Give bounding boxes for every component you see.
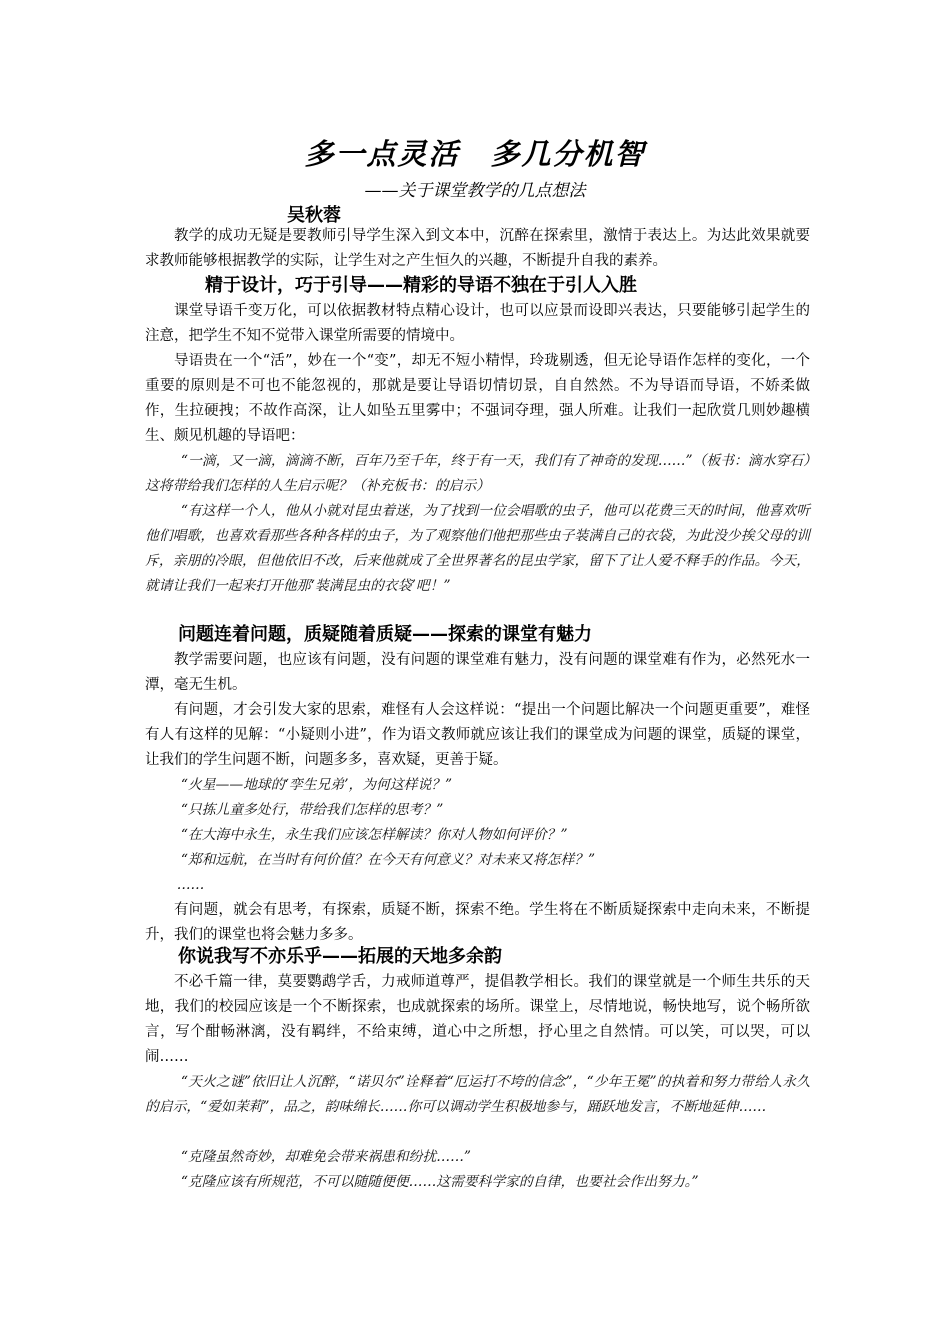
section-1-quote-2: “有这样一个人，他从小就对昆虫着迷，为了找到一位会唱歌的虫子，他可以花费三天的时间，他喜欢听他们唱歌，也喜欢看那些各种各样的虫子，为了观察他们他把那些虫子装满自己的衣袋，为此没少挨父母的训斥，亲朋的冷眼，但他依旧不改，后来他就成了全世界著名的昆虫学家，留下了让人爱不释手的作品。今天，就请让我们一起来打开他那‘装满昆虫的衣袋’吧！” <box>145 503 810 594</box>
section-2-closing: 有问题，就会有思考，有探索，质疑不断，探索不绝。学生将在不断质疑探索中走向未来，不断提升，我们的课堂也将会魅力多多。 <box>145 902 810 943</box>
section-2-quote-2: “只拣儿童多处行，带给我们怎样的思考？” <box>180 802 444 818</box>
section-2-quote-4: “郑和远航，在当时有何价值？在今天有何意义？对未来又将怎样？” <box>180 852 596 868</box>
intro-paragraph: 教学的成功无疑是要教师引导学生深入到文本中，沉醉在探索里，激情于表达上。为达此效果就要求教师能够根据教学的实际，让学生对之产生恒久的兴趣，不断提升自我的素养。 <box>145 228 810 269</box>
section-2-ellipsis: …… <box>176 877 205 893</box>
section-3-quote-2: “克隆虽然奇妙，却难免会带来祸患和纷扰……” <box>180 1149 471 1165</box>
section-1-paragraph-2: 导语贵在一个“活”，妙在一个“变”，却无不短小精悍，玲珑剔透，但无论导语作怎样的变化，一个重要的原则是不可也不能忽视的，那就是要让导语切情切景，自自然然。不为导语而导语，不娇柔做作，生拉硬拽；不故作高深，让人如坠五里雾中；不强词夺理，强人所难。让我们一起欣赏几则妙趣横生、颇见机趣的导语吧： <box>145 353 810 444</box>
section-1-heading: 精于设计，巧于引导——精彩的导语不独在于引人入胜 <box>205 275 637 296</box>
section-3-heading: 你说我写不亦乐乎——拓展的天地多余韵 <box>178 946 502 967</box>
author-name: 吴秋蓉 <box>287 205 341 226</box>
section-1-paragraph-1: 课堂导语千变万化，可以依据教材特点精心设计，也可以应景而设即兴表达，只要能够引起学生的注意，把学生不知不觉带入课堂所需要的情境中。 <box>145 303 810 344</box>
section-1-quote-1: “一滴，又一滴，滴滴不断，百年乃至千年，终于有一天，我们有了神奇的发现……”（板书：滴水穿石）这将带给我们怎样的人生启示呢？（补充板书：的启示） <box>145 453 810 494</box>
section-2-paragraph-2: 有问题，才会引发大家的思索，难怪有人会这样说：“提出一个问题比解决一个问题更重要”，难怪有人有这样的见解：“小疑则小进”，作为语文教师就应该让我们的课堂成为问题的课堂，质疑的课堂，让我们的学生问题不断，问题多多，喜欢疑，更善于疑。 <box>145 702 810 768</box>
section-2-quote-1: “火星——地球的‘孪生兄弟’，为何这样说？” <box>180 777 453 793</box>
section-3-paragraph-1: 不必千篇一律，莫要鹦鹉学舌，力戒师道尊严，提倡教学相长。我们的课堂就是一个师生共乐的天地，我们的校园应该是一个不断探索，也成就探索的场所。课堂上，尽情地说，畅快地写，说个畅所欲言，写个酣畅淋漓，没有羁绊，不给束缚，道心中之所想，抒心里之自然情。可以笑，可以哭，可以闹…… <box>145 974 810 1065</box>
section-2-paragraph-1: 教学需要问题，也应该有问题，没有问题的课堂难有魅力，没有问题的课堂难有作为，必然死水一潭，毫无生机。 <box>145 652 810 693</box>
section-2-heading: 问题连着问题，质疑随着质疑——探索的课堂有魅力 <box>178 624 592 645</box>
document-title: 多一点灵活 多几分机智 <box>304 137 646 171</box>
section-2-quote-3: “在大海中永生，永生我们应该怎样解读？你对人物如何评价？” <box>180 827 568 843</box>
document-subtitle: ——关于课堂教学的几点想法 <box>364 181 586 201</box>
section-3-quote-1: “天火之谜”依旧让人沉醉，“诺贝尔”诠释着“厄运打不垮的信念”，“少年王冕”的执着和努力带给人永久的启示，“爱如茉莉”，品之，韵味绵长……你可以调动学生积极地参与，踊跃地发言，不断地延伸…… <box>145 1074 810 1115</box>
section-3-quote-3: “克隆应该有所规范，不可以随随便便……这需要科学家的自律，也要社会作出努力。” <box>180 1174 699 1190</box>
